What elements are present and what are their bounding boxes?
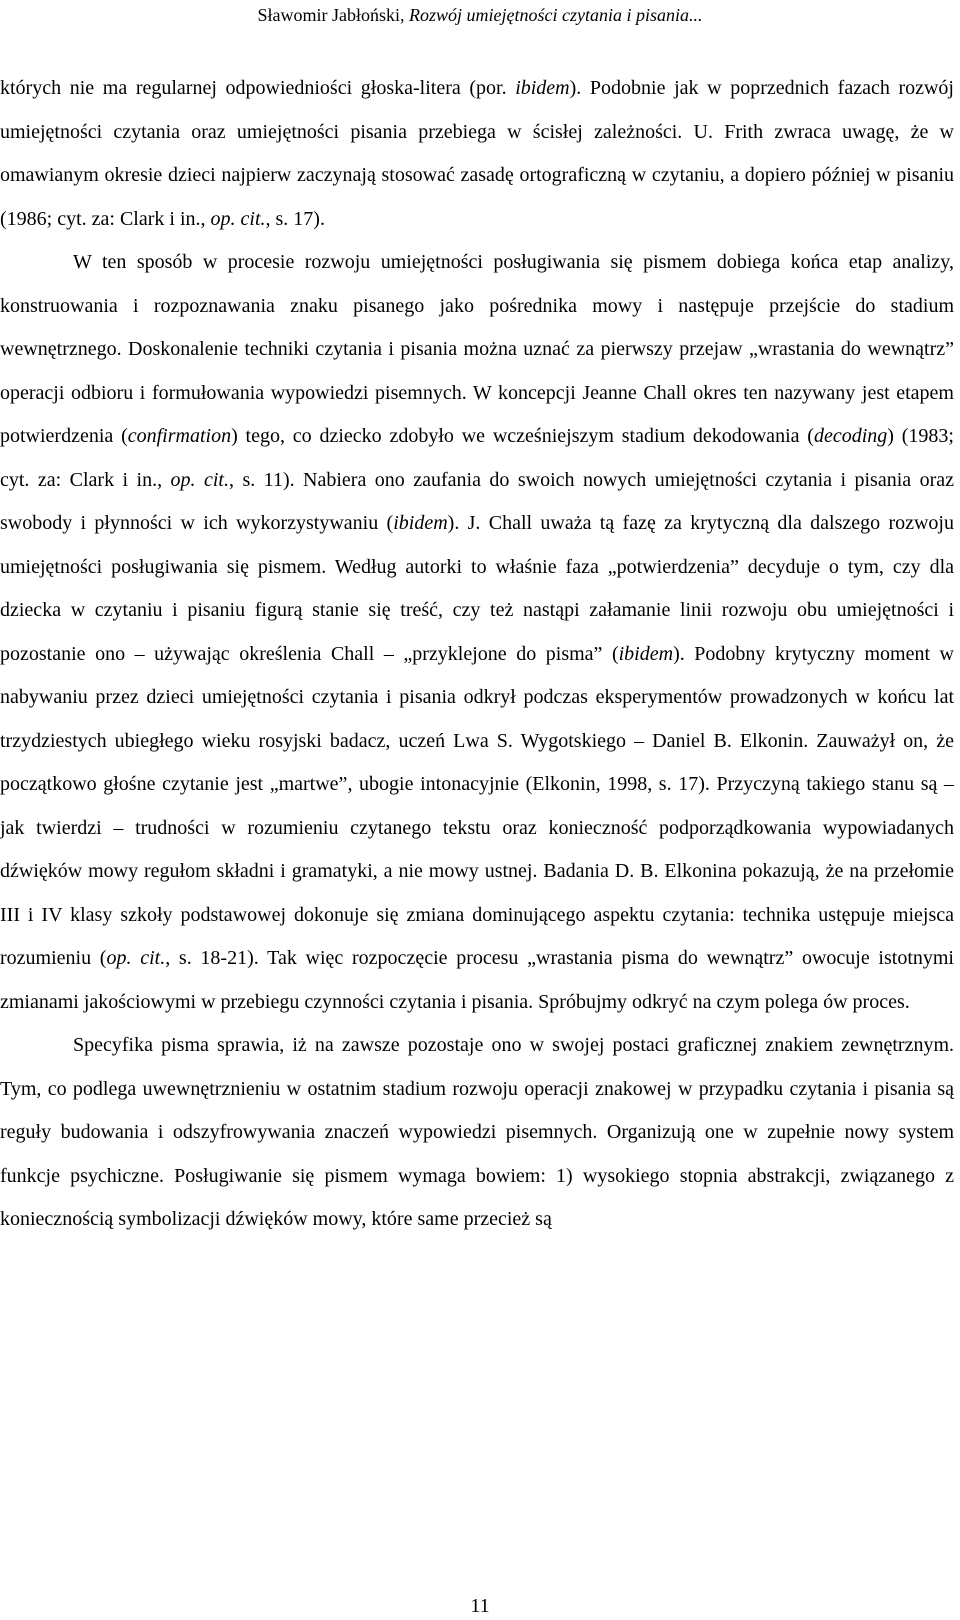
- italic-text: op. cit.: [106, 947, 166, 969]
- paragraph: Specyfika pisma sprawia, iż na zawsze pozostaje ono w swojej postaci graficznej znakiem zewnętrznym. Tym, co podlega uwewnętrznieniu w ostatnim stadium rozwoju operacji znakowej w przypadku czytania i pisania są reguły budowania i odszyfrowywania znaczeń wypowiedzi pisemnych. Organizują one w zupełnie nowy system funkcje psychiczne. Posługiwanie się pismem wymaga bowiem: 1) wysokiego stopnia abstrakcji, związanego z koniecznością symbolizacji dźwięków mowy, które same przecież są: [0, 1034, 954, 1230]
- italic-text: decoding: [813, 425, 888, 447]
- running-header: [0, 4, 960, 26]
- body-text: [0, 67, 954, 1242]
- italic-text: ibidem: [618, 642, 674, 665]
- paragraph: których nie ma regularnej odpowiedniości głoska-litera (por. ibidem). Podobnie jak w poprzednich fazach rozwój umiejętności czytania oraz umiejętności pisania przebiega w ścisłej zależności. U. Frith zwraca uwagę, że w omawianym okresie dzieci najpierw zaczynają stosować zasadę ortograficzną w czytaniu, a dopiero później w pisaniu (1986; cyt. za: Clark i in., op. cit., s. 17).: [0, 77, 954, 230]
- page-number: 11: [470, 1595, 490, 1617]
- italic-text: op. cit.: [210, 207, 266, 230]
- header-author: Sławomir Jabłoński,: [257, 5, 409, 25]
- italic-text: confirmation: [127, 425, 232, 447]
- italic-text: op. cit.: [170, 468, 229, 491]
- italic-text: ibidem: [393, 512, 448, 534]
- paragraph: W ten sposób w procesie rozwoju umiejętności posługiwania się pismem dobiega końca etap analizy, konstruowania i rozpoznawania znaku pisanego jako pośrednika mowy i następuje przejście do stadium wewnętrznego. Doskonalenie techniki czytania i pisania można uznać za pierwszy przejaw „wrastania do wewnątrz” operacji odbioru i formułowania wypowiedzi pisemnych. W koncepcji Jeanne Chall okres ten nazywany jest etapem potwierdzenia (confirmation) tego, co dziecko zdobyło we wcześniejszym stadium dekodowania (decoding) (1983; cyt. za: Clark i in., op. cit., s. 11). Nabiera ono zaufania do swoich nowych umiejętności czytania i pisania oraz swobody i płynności w ich wykorzystywaniu (ibidem). J. Chall uważa tą fazę za krytyczną dla dalszego rozwoju umiejętności posługiwania się pismem. Według autorki to właśnie faza „potwierdzenia” decyduje o tym, czy dla dziecka w czytaniu i pisaniu figurą stanie się treść, czy też nastąpi załamanie linii rozwoju obu umiejętności i pozostanie ono – używając określenia Chall – „przyklejone do pisma” (ibidem). Podobny krytyczny moment w nabywaniu przez dzieci umiejętności czytania i pisania odkrył podczas eksperymentów prowadzonych w końcu lat trzydziestych ubiegłego wieku rosyjski badacz, uczeń Lwa S. Wygotskiego – Daniel B. Elkonin. Zauważył on, że początkowo głośne czytanie jest „martwe”, ubogie intonacyjnie (Elkonin, 1998, s. 17). Przyczyną takiego stanu są – jak twierdzi – trudności w rozumieniu czytanego tekstu oraz konieczność podporządkowania wypowiadanych dźwięków mowy regułom składni i gramatyki, a nie mowy ustnej. Badania D. B. Elkonina pokazują, że na przełomie III i IV klasy szkoły podstawowej dokonuje się zmiana dominującego aspektu czytania: technika ustępuje miejsca rozumieniu (op. cit., s. 18-21). Tak więc rozpoczęcie procesu „wrastania pisma do wewnątrz” owocuje istotnymi zmianami jakościowymi w przebiegu czynności czytania i pisania. Spróbujmy odkryć na czym polega ów proces.: [0, 251, 954, 1013]
- header-title: Rozwój umiejętności czytania i pisania...: [409, 5, 703, 25]
- italic-text: ibidem: [515, 77, 570, 99]
